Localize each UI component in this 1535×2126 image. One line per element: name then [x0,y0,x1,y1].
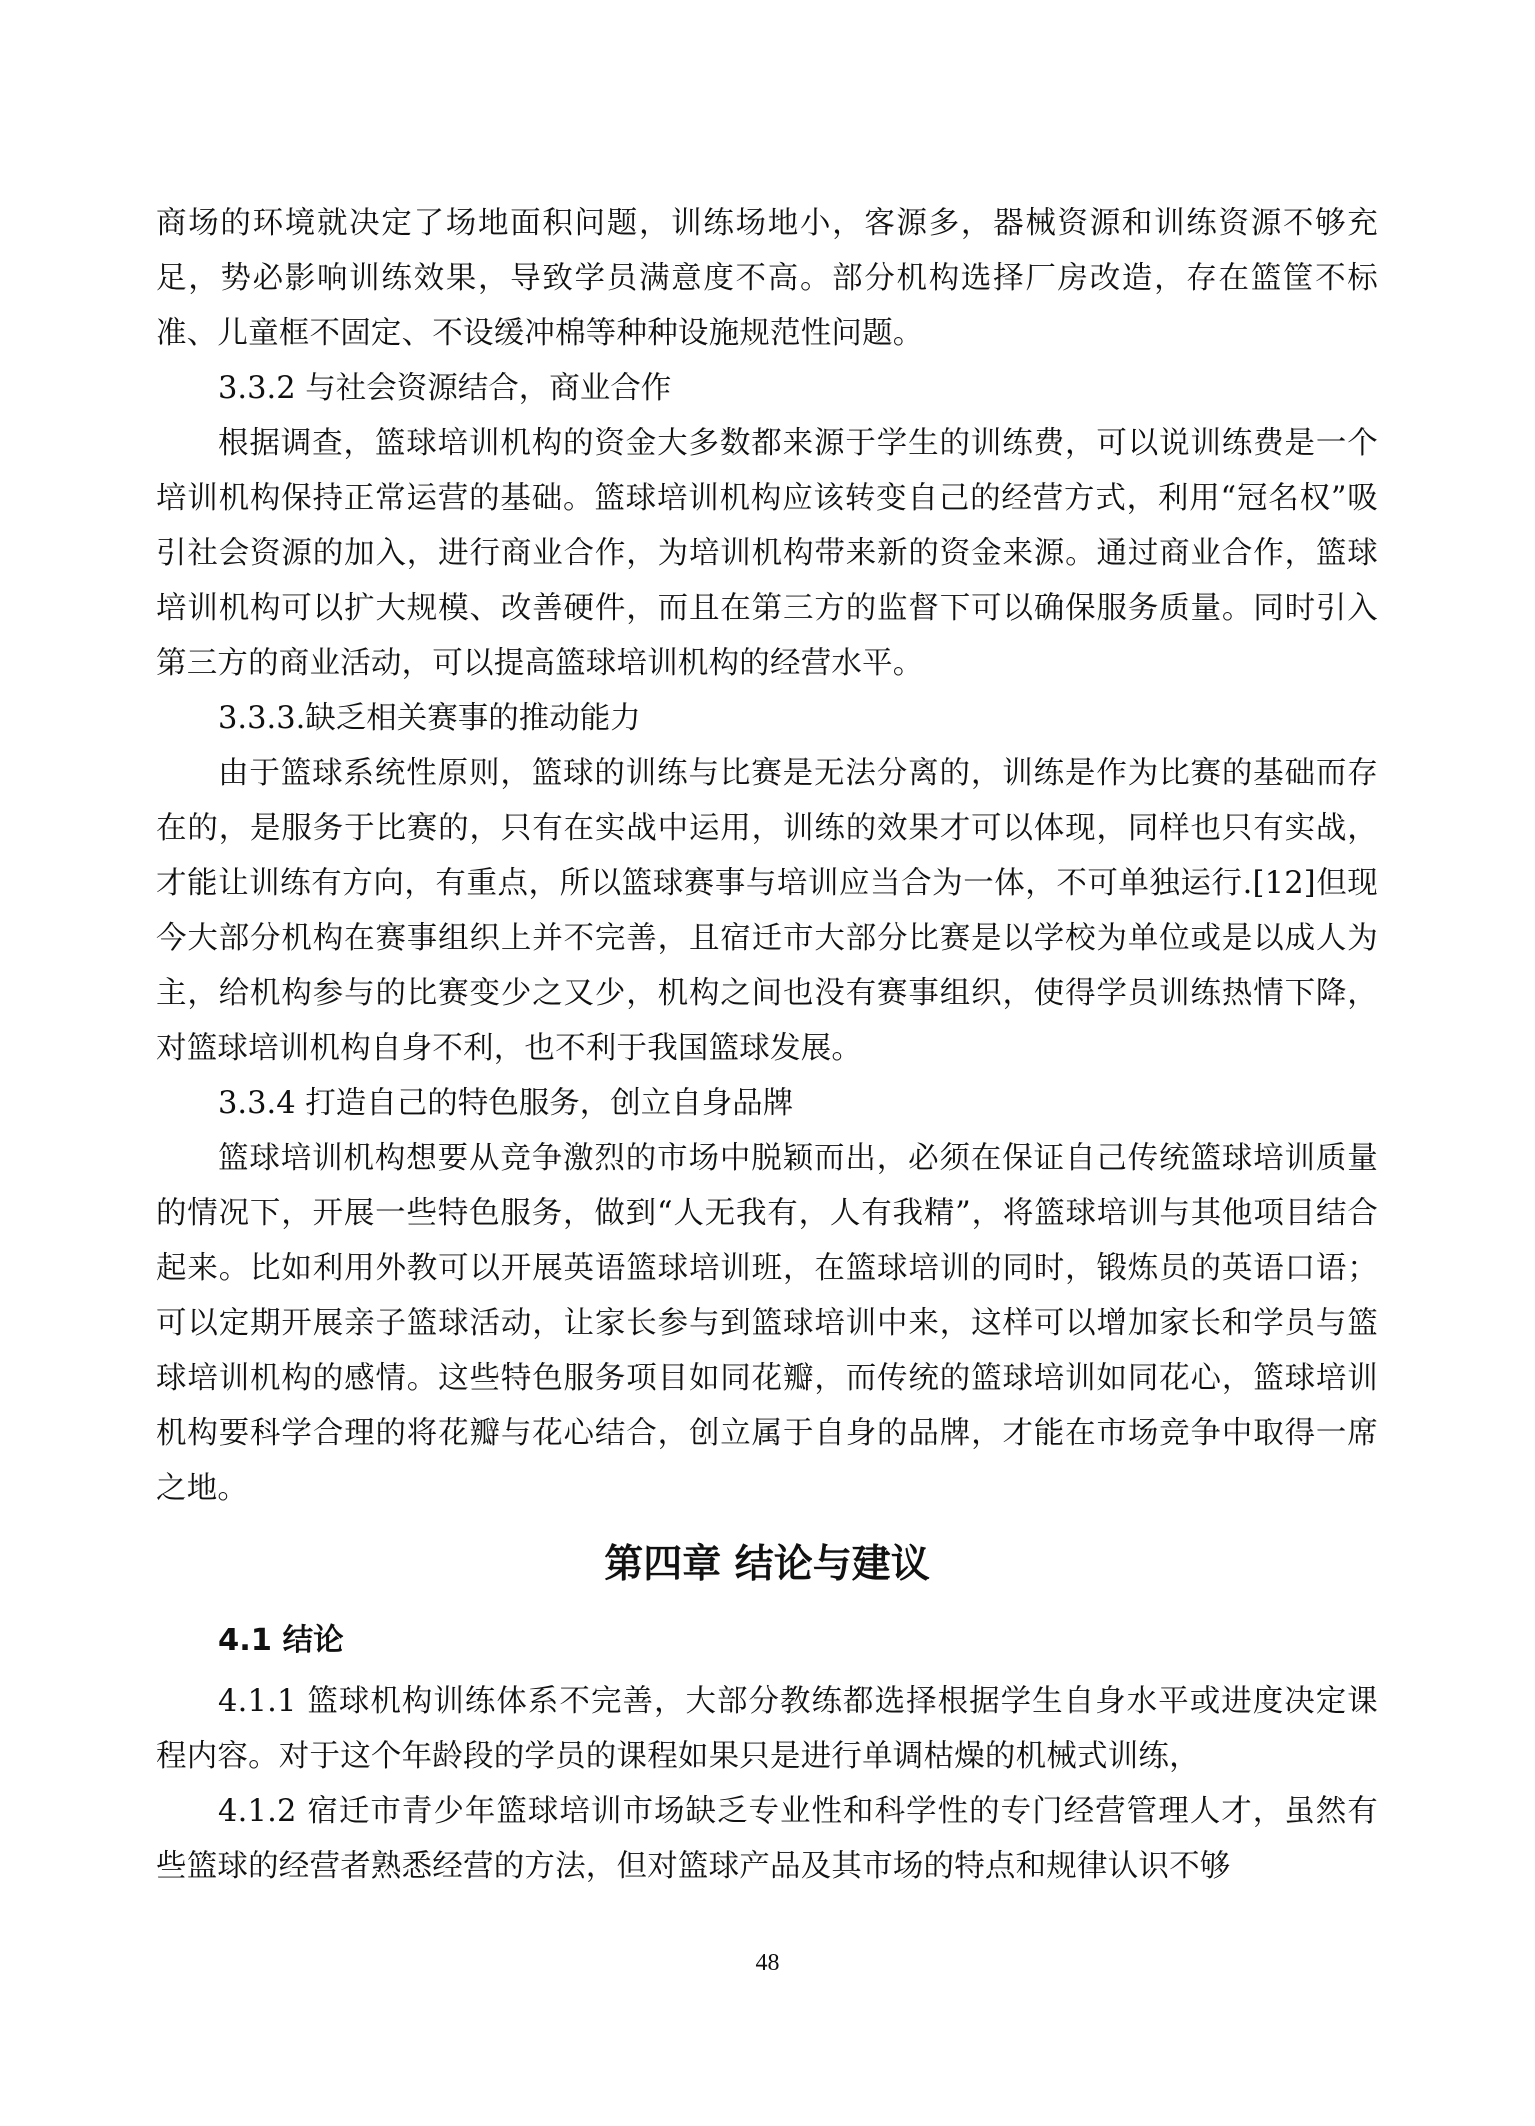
chapter-title: 第四章 结论与建议 [604,1542,930,1587]
paragraph-business-cooperation: 根据调查，篮球培训机构的资金大多数都来源于学生的训练费，可以说训练费是一个培训机构保持正常运营的基础。篮球培训机构应该转变自己的经营方式，利用“冠名权”吸引社会资源的加入，进行商业合作，为培训机构带来新的资金来源。通过商业合作，篮球培训机构可以扩大规模、改善硬件，而且在第三方的监督下可以确保服务质量。同时引入第三方的商业活动，可以提高篮球培训机构的经营水平。 [156,426,1378,681]
section-heading-4-1: 4.1 结论 [218,1623,344,1658]
paragraph-4-1-2: 4.1.2 宿迁市青少年篮球培训市场缺乏专业性和科学性的专门经营管理人才，虽然有些篮球的经营者熟悉经营的方法，但对篮球产品及其市场的特点和规律认识不够 [156,1794,1378,1884]
paragraph-4-1-1: 4.1.1 篮球机构训练体系不完善，大部分教练都选择根据学生自身水平或进度决定课程内容。对于这个年龄段的学员的课程如果只是进行单调枯燥的机械式训练， [156,1684,1378,1774]
paragraph-continued: 商场的环境就决定了场地面积问题，训练场地小，客源多，器械资源和训练资源不够充足，势必影响训练效果，导致学员满意度不高。部分机构选择厂房改造，存在篮筐不标准、儿童框不固定、不设缓冲棉等种种设施规范性问题。 [156,206,1378,351]
paragraph-competition: 由于篮球系统性原则，篮球的训练与比赛是无法分离的，训练是作为比赛的基础而存在的，是服务于比赛的，只有在实战中运用，训练的效果才可以体现，同样也只有实战，才能让训练有方向，有重点，所以篮球赛事与培训应当合为一体，不可单独运行.[12]但现今大部分机构在赛事组织上并不完善，且宿迁市大部分比赛是以学校为单位或是以成人为主，给机构参与的比赛变少之又少，机构之间也没有赛事组织，使得学员训练热情下降，对篮球培训机构自身不利，也不利于我国篮球发展。 [156,756,1378,1066]
section-heading-3-3-4: 3.3.4 打造自己的特色服务，创立自身品牌 [218,1086,794,1121]
page-number: 48 [755,1950,780,1976]
section-heading-3-3-3: 3.3.3.缺乏相关赛事的推动能力 [218,701,641,736]
page-content [156,196,1378,1894]
section-heading-3-3-2: 3.3.2 与社会资源结合，商业合作 [218,371,672,406]
paragraph-brand: 篮球培训机构想要从竞争激烈的市场中脱颖而出，必须在保证自己传统篮球培训质量的情况下，开展一些特色服务，做到“人无我有，人有我精”，将篮球培训与其他项目结合起来。比如利用外教可以开展英语篮球培训班，在篮球培训的同时，锻炼员的英语口语；可以定期开展亲子篮球活动，让家长参与到篮球培训中来，这样可以增加家长和学员与篮球培训机构的感情。这些特色服务项目如同花瓣，而传统的篮球培训如同花心，篮球培训机构要科学合理的将花瓣与花心结合，创立属于自身的品牌，才能在市场竞争中取得一席之地。 [156,1141,1378,1506]
